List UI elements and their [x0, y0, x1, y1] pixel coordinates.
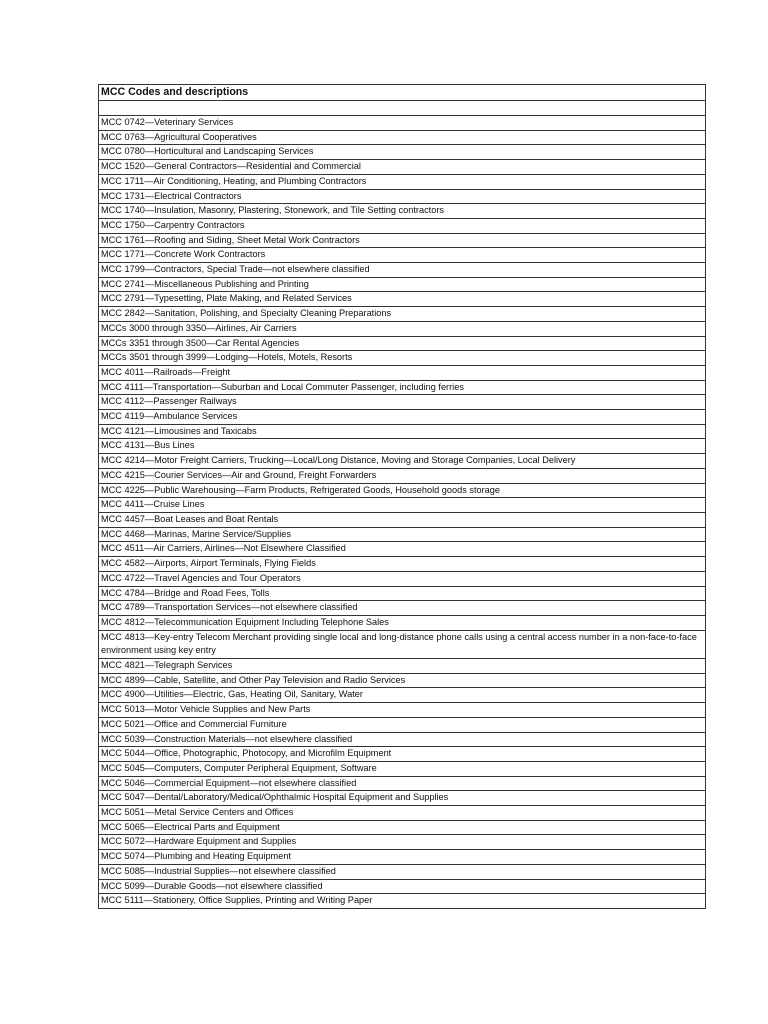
table-cell: MCC 5013—Motor Vehicle Supplies and New Parts — [99, 703, 706, 718]
table-row — [99, 557, 706, 572]
table-row — [99, 248, 706, 263]
table-cell: MCC 0780—Horticultural and Landscaping Services — [99, 145, 706, 160]
table-row — [99, 454, 706, 469]
table-row — [99, 688, 706, 703]
table-cell: MCC 0742—Veterinary Services — [99, 116, 706, 131]
table-row — [99, 145, 706, 160]
table-header-row — [99, 85, 706, 101]
table-cell: MCC 4511—Air Carriers, Airlines—Not Elsewhere Classified — [99, 542, 706, 557]
table-cell — [99, 101, 706, 116]
mcc-codes-table — [98, 84, 706, 909]
table-row — [99, 630, 706, 658]
table-cell: MCC 5085—Industrial Supplies—not elsewhere classified — [99, 864, 706, 879]
table-row — [99, 776, 706, 791]
table-row — [99, 116, 706, 131]
table-row — [99, 218, 706, 233]
table-cell: MCC 4131—Bus Lines — [99, 439, 706, 454]
table-row — [99, 307, 706, 322]
table-row — [99, 659, 706, 674]
table-row — [99, 747, 706, 762]
table-row — [99, 512, 706, 527]
table-row — [99, 321, 706, 336]
table-row — [99, 277, 706, 292]
table-cell: MCC 4899—Cable, Satellite, and Other Pay Television and Radio Services — [99, 673, 706, 688]
table-row — [99, 761, 706, 776]
table-row — [99, 410, 706, 425]
table-row — [99, 820, 706, 835]
table-row — [99, 189, 706, 204]
table-row — [99, 336, 706, 351]
table-cell: MCC 5111—Stationery, Office Supplies, Printing and Writing Paper — [99, 894, 706, 909]
table-row — [99, 542, 706, 557]
table-row — [99, 424, 706, 439]
table-cell: MCC 1750—Carpentry Contractors — [99, 218, 706, 233]
table-row — [99, 879, 706, 894]
table-row — [99, 703, 706, 718]
table-cell: MCC 4411—Cruise Lines — [99, 498, 706, 513]
table-cell: MCC 4215—Courier Services—Air and Ground, Freight Forwarders — [99, 468, 706, 483]
table-cell: MCC 2741—Miscellaneous Publishing and Printing — [99, 277, 706, 292]
table-cell: MCC 5039—Construction Materials—not elsewhere classified — [99, 732, 706, 747]
table-cell: MCC 1799—Contractors, Special Trade—not elsewhere classified — [99, 263, 706, 278]
table-row — [99, 130, 706, 145]
table-cell: MCC 5072—Hardware Equipment and Supplies — [99, 835, 706, 850]
table-row — [99, 850, 706, 865]
table-row — [99, 527, 706, 542]
table-row — [99, 717, 706, 732]
table-cell: MCC 4214—Motor Freight Carriers, Trucking—Local/Long Distance, Moving and Storage Companies, Local Delivery — [99, 454, 706, 469]
table-row — [99, 791, 706, 806]
table-cell: MCC 4225—Public Warehousing—Farm Products, Refrigerated Goods, Household goods storage — [99, 483, 706, 498]
table-cell: MCC 5046—Commercial Equipment—not elsewhere classified — [99, 776, 706, 791]
table-cell: MCC 5065—Electrical Parts and Equipment — [99, 820, 706, 835]
table-cell: MCC 1731—Electrical Contractors — [99, 189, 706, 204]
table-cell: MCC 5045—Computers, Computer Peripheral Equipment, Software — [99, 761, 706, 776]
table-cell: MCC 4457—Boat Leases and Boat Rentals — [99, 512, 706, 527]
table-cell: MCCs 3351 through 3500—Car Rental Agencies — [99, 336, 706, 351]
table-row — [99, 806, 706, 821]
table-cell: MCC 4813—Key-entry Telecom Merchant providing single local and long-distance phone calls using a central access number in a non-face-to-face environment using key entry — [99, 630, 706, 658]
table-cell: MCC 1740—Insulation, Masonry, Plastering, Stonework, and Tile Setting contractors — [99, 204, 706, 219]
table-cell: MCC 4812—Telecommunication Equipment Including Telephone Sales — [99, 615, 706, 630]
table-cell: MCC 1520—General Contractors—Residential and Commercial — [99, 160, 706, 175]
table-row — [99, 351, 706, 366]
table-cell: MCC 4468—Marinas, Marine Service/Supplies — [99, 527, 706, 542]
table-row — [99, 174, 706, 189]
table-cell: MCC 4789—Transportation Services—not elsewhere classified — [99, 601, 706, 616]
table-cell: MCC 4900—Utilities—Electric, Gas, Heating Oil, Sanitary, Water — [99, 688, 706, 703]
table-cell: MCC 4821—Telegraph Services — [99, 659, 706, 674]
table-cell: MCC 5099—Durable Goods—not elsewhere classified — [99, 879, 706, 894]
table-row — [99, 380, 706, 395]
table-row — [99, 601, 706, 616]
table-row — [99, 615, 706, 630]
table-row-blank — [99, 101, 706, 116]
mcc-table-sheet — [98, 84, 706, 909]
table-cell: MCC 1711—Air Conditioning, Heating, and Plumbing Contractors — [99, 174, 706, 189]
table-cell: MCC 1761—Roofing and Siding, Sheet Metal Work Contractors — [99, 233, 706, 248]
table-cell: MCC 4121—Limousines and Taxicabs — [99, 424, 706, 439]
table-cell: MCC 5021—Office and Commercial Furniture — [99, 717, 706, 732]
table-cell: MCC 4111—Transportation—Suburban and Local Commuter Passenger, including ferries — [99, 380, 706, 395]
table-cell: MCC 5051—Metal Service Centers and Offices — [99, 806, 706, 821]
table-row — [99, 586, 706, 601]
table-row — [99, 468, 706, 483]
table-cell: MCC 4722—Travel Agencies and Tour Operators — [99, 571, 706, 586]
table-cell: MCC 0763—Agricultural Cooperatives — [99, 130, 706, 145]
table-cell: MCC 1771—Concrete Work Contractors — [99, 248, 706, 263]
table-row — [99, 835, 706, 850]
table-cell: MCC 4119—Ambulance Services — [99, 410, 706, 425]
table-cell: MCC 2791—Typesetting, Plate Making, and Related Services — [99, 292, 706, 307]
table-row — [99, 498, 706, 513]
table-row — [99, 894, 706, 909]
table-row — [99, 439, 706, 454]
table-row — [99, 233, 706, 248]
table-cell: MCC 4582—Airports, Airport Terminals, Flying Fields — [99, 557, 706, 572]
table-row — [99, 673, 706, 688]
table-row — [99, 864, 706, 879]
table-cell: MCC 5047—Dental/Laboratory/Medical/Ophthalmic Hospital Equipment and Supplies — [99, 791, 706, 806]
table-cell: MCC 2842—Sanitation, Polishing, and Specialty Cleaning Preparations — [99, 307, 706, 322]
table-cell: MCC 4112—Passenger Railways — [99, 395, 706, 410]
table-header-cell: MCC Codes and descriptions — [99, 85, 706, 101]
table-row — [99, 732, 706, 747]
table-cell: MCC 4011—Railroads—Freight — [99, 365, 706, 380]
table-cell: MCCs 3000 through 3350—Airlines, Air Carriers — [99, 321, 706, 336]
table-cell: MCC 4784—Bridge and Road Fees, Tolls — [99, 586, 706, 601]
table-cell: MCCs 3501 through 3999—Lodging—Hotels, Motels, Resorts — [99, 351, 706, 366]
table-row — [99, 204, 706, 219]
table-row — [99, 395, 706, 410]
table-row — [99, 483, 706, 498]
table-cell: MCC 5044—Office, Photographic, Photocopy, and Microfilm Equipment — [99, 747, 706, 762]
table-cell: MCC 5074—Plumbing and Heating Equipment — [99, 850, 706, 865]
table-row — [99, 365, 706, 380]
table-row — [99, 571, 706, 586]
table-row — [99, 160, 706, 175]
table-row — [99, 263, 706, 278]
table-row — [99, 292, 706, 307]
